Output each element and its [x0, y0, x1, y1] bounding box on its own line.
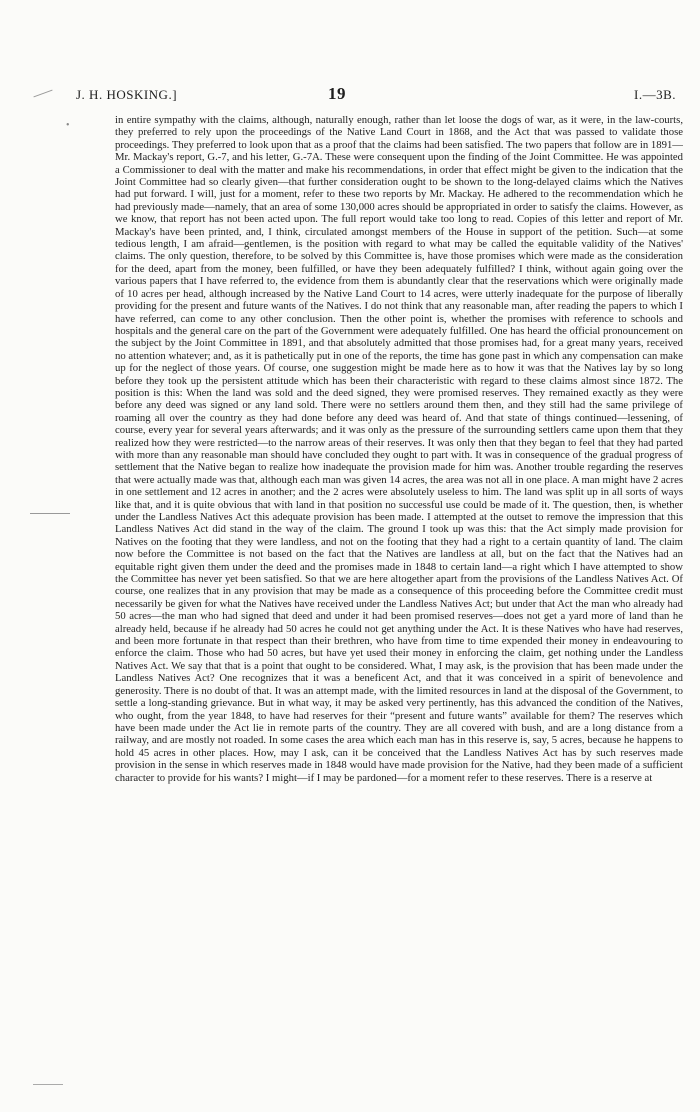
running-head-author: J. H. HOSKING.]	[76, 87, 178, 102]
margin-pencil-mark	[33, 1084, 63, 1085]
margin-dot-mark: •	[66, 120, 70, 131]
margin-pencil-mark	[33, 90, 52, 98]
document-reference: I.—3B.	[634, 87, 676, 102]
page-header	[76, 84, 676, 107]
body-paragraph: in entire sympathy with the claims, although, naturally enough, rather than let loose the dogs of war, as it were, in the law-courts, they preferred to rely upon the proceedings of the Native Land Court in 1868, and the Act that was passed to validate those proceedings. They preferred to look upon that as a proof that the claims had been satisfied. The two papers that follow are in 1891—Mr. Mackay's report, G.-7, and his letter, G.-7A. These were consequent upon the finding of the Joint Committee. He was appointed a Commissioner to deal with the matter and make his recommendations, in order that effect might be given to the indication that the Joint Committee had so clearly given—that further consideration ought to be shown to the long-delayed claims which the Natives had put forward. I will, just for a moment, refer to these two reports by Mr. Mackay. He adhered to the recommendation which he had previously made—namely, that an area of some 130,000 acres should be appropriated in order to satisfy the claims. However, as we know, that report has not been acted upon. The full report would take too long to read. Copies of this letter and report of Mr. Mackay's have been printed, and, I think, circulated amongst members of the House in support of the petition. Such—at some tedious length, I am afraid—gentlemen, is the position with regard to what may be called the equitable validity of the Natives' claims. The only question, therefore, to be solved by this Committee is, have those promises which were made as the consideration for the deed, apart from the money, been fulfilled, or have they been adequately fulfilled? I think, without again going over the various papers that I have referred to, the evidence from them is abundantly clear that the reservations which were originally made of 10 acres per head, although increased by the Native Land Court to 14 acres, were utterly inadequate for the purpose of liberally providing for the present and future wants of the Natives. I do not think that any reasonable man, after reading the papers to which I have referred, can come to any other conclusion. Then the other point is, whether the promises with reference to schools and hospitals and the general care on the part of the Government were adequately fulfilled. One has heard the official pronouncement on the subject by the Joint Committee in 1891, and that absolutely admitted that those promises had, for a great many years, received no attention whatever; and, as it is pathetically put in one of the reports, the time has gone past in which any compensation can make up for the neglect of those years. Of course, one suggestion might be made here as to how it was that the Natives lay by so long before they took up the persistent attitude which has been their characteristic with regard to these claims almost since 1872. The position is this: When the land was sold and the deed signed, they were promised reserves. They remained exactly as they were before any deed was signed or any land sold. There were no settlers around them then, and they still had the same privilege of roaming all over the country as they had done before any deed was heard of. And that state of things continued—lessening, of course, every year for several years afterwards; and it was only as the pressure of the surrounding settlers came upon them that they realized how they were restricted—to the narrow areas of their reserves. It was only then that they began to feel that they had parted with more than any reasonable man should have concluded they ought to part with. It was in consequence of the gradual progress of settlement that the Native began to realize how inadequate the provision made for him was. Another trouble regarding the reserves that were actually made was that, although each man was given 14 acres, the area was not all in one place. A man might have 2 acres in one settlement and 12 acres in another; and the 2 acres were absolutely useless to him. The land was split up in all sorts of ways like that, and it is quite obvious that with land in that position no successful use could be made of it. The question, then, is whether under the Landless Natives Act this adequate provision has been made. I attempted at the outset to remove the impression that this Landless Natives Act did stand in the way of the claim. The ground I took up was this: that the Act simply made provision for Natives on the footing that they were landless, and not on the footing that they had a right to a certain quantity of land. The claim now before the Committee is not based on the fact that the Natives are landless at all, but on the fact that the Natives had an equitable right given them under the deed and the promises made in 1848 to certain land—a right which I have attempted to show the Committee has never yet been satisfied. So that we are here altogether apart from the provisions of the Landless Natives Act. Of course, one realizes that in any provision that may be made as a consequence of this proceeding before the Committee credit must necessarily be given for what the Natives have received under the Landless Natives Act; but under that Act the man who already had 50 acres—the man who had signed that deed and under it had been promised reserves—does not get a yard more of land than he already held, because if he already had 50 acres he could not get anything under the Act. It is these Natives who have had reserves, and been more fortunate in that respect than their brethren, who have from time to time expended their money in endeavouring to enforce the claim. Those who had 50 acres, but have yet used their money in enforcing the claim, get nothing under the Landless Natives Act. We say that that is a point that ought to be considered. What, I may ask, is the provision that has been made under the Landless Natives Act? One recognizes that it was a beneficent Act, and that it was conceived in a spirit of benevolence and generosity. There is no doubt of that. It was an attempt made, with the limited resources in land at the disposal of the Government, to settle a long-standing grievance. But in what way, it may be asked very pertinently, has this advanced the condition of the Natives, who ought, from the year 1848, to have had reserves for their “present and future wants” available for them? The reserves which have been made under the Act lie in remote parts of the country. They are all covered with bush, and are a long distance from a railway, and are mostly not roaded. In some cases the area which each man has in this reserve is, say, 5 acres, because he happens to hold 45 acres in other places. How, may I ask, can it be conceived that the Landless Natives Act has by such reserves made provision in the sense in which reserves made in 1848 would have made provision for the Native, had they been made of a sufficient character to provide for his wants? I might—if I may be pardoned—for a moment refer to these reserves. There is a reserve at	[115, 114, 683, 784]
margin-pencil-mark	[30, 513, 70, 514]
body-text-block	[115, 114, 683, 784]
page-number: 19	[328, 84, 346, 103]
